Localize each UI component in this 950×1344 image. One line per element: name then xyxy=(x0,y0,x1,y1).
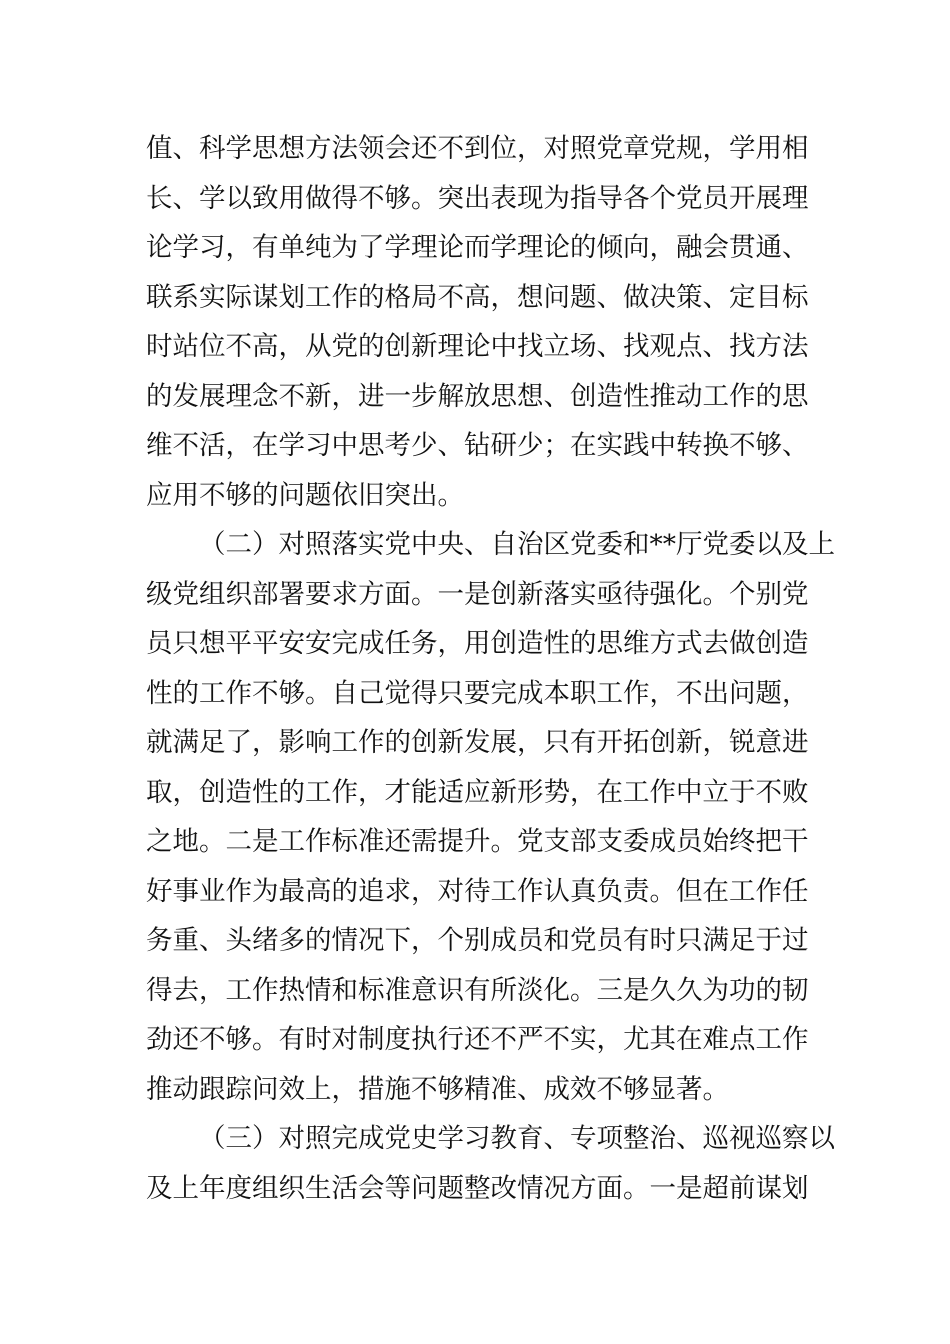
paragraph-start-line: （二）对照落实党中央、自治区党委和**厅党委以及上 xyxy=(199,529,835,560)
text-line: 论学习，有单纯为了学理论而学理论的倾向，融会贯通、 xyxy=(146,232,809,263)
text-line: 时站位不高，从党的创新理论中找立场、找观点、找方法 xyxy=(146,331,809,362)
text-line: 好事业作为最高的追求，对待工作认真负责。但在工作任 xyxy=(146,875,809,907)
text-line: 就满足了，影响工作的创新发展，只有开拓创新，锐意进 xyxy=(146,727,809,758)
text-line: 取，创造性的工作，才能适应新形势，在工作中立于不败 xyxy=(146,776,809,808)
text-line: 推动跟踪问效上，措施不够精准、成效不够显著。 xyxy=(146,1073,729,1105)
text-line: 级党组织部署要求方面。一是创新落实亟待强化。个别党 xyxy=(146,578,809,610)
text-line: 务重、头绪多的情况下，个别成员和党员有时只满足于过 xyxy=(146,925,809,956)
text-line: 长、学以致用做得不够。突出表现为指导各个党员开展理 xyxy=(146,182,809,214)
text-line: 性的工作不够。自己觉得只要完成本职工作，不出问题， xyxy=(146,677,809,709)
text-line: 的发展理念不新，进一步解放思想、创造性推动工作的思 xyxy=(146,380,809,412)
text-line: 及上年度组织生活会等问题整改情况方面。一是超前谋划 xyxy=(146,1172,809,1204)
text-line: 值、科学思想方法领会还不到位，对照党章党规，学用相 xyxy=(146,133,809,164)
document-body xyxy=(146,124,835,1213)
text-line: 应用不够的问题依旧突出。 xyxy=(146,479,464,511)
text-line: 劲还不够。有时对制度执行还不严不实，尤其在难点工作 xyxy=(146,1024,809,1055)
text-line: 员只想平平安安完成任务，用创造性的思维方式去做创造 xyxy=(146,628,809,659)
text-line: 联系实际谋划工作的格局不高，想问题、做决策、定目标 xyxy=(146,281,809,313)
text-line: 维不活，在学习中思考少、钻研少；在实践中转换不够、 xyxy=(146,430,809,461)
paragraph-start-line: （三）对照完成党史学习教育、专项整治、巡视巡察以 xyxy=(199,1123,835,1154)
text-line: 得去，工作热情和标准意识有所淡化。三是久久为功的韧 xyxy=(146,974,809,1006)
text-line: 之地。二是工作标准还需提升。党支部支委成员始终把干 xyxy=(146,826,809,857)
